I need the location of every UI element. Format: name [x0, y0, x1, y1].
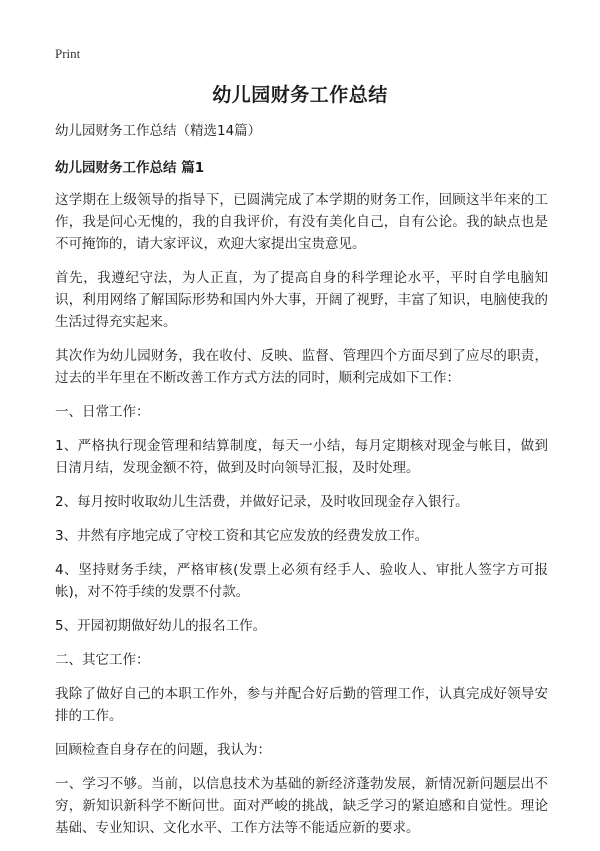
document-title: 幼儿园财务工作总结	[212, 84, 388, 106]
paragraph-item-1: 1、严格执行现金管理和结算制度，每天一小结，每月定期核对现金与帐目，做到日清月结，发现金额不符，做到及时向领导汇报，及时处理。	[55, 438, 548, 476]
document-content	[55, 120, 548, 851]
paragraph-review: 回顾检查自身存在的问题，我认为：	[55, 742, 271, 758]
document-subtitle: 幼儿园财务工作总结（精选14篇）	[55, 123, 262, 139]
print-link[interactable]: Print	[55, 46, 81, 61]
paragraph-item-2: 2、每月按时收取幼儿生活费，并做好记录，及时收回现金存入银行。	[55, 494, 469, 510]
section-heading: 幼儿园财务工作总结 篇1	[55, 160, 205, 176]
paragraph-issue-1: 一、学习不够。当前，以信息技术为基础的新经济蓬勃发展，新情况新问题层出不穷，新知识新科学不断问世。面对严峻的挑战，缺乏学习的紧迫感和自觉性。理论基础、专业知识、文化水平、工作方法等不能适应新的要求。	[55, 776, 548, 836]
paragraph-2: 首先，我遵纪守法，为人正直，为了提高自身的科学理论水平，平时自学电脑知识，利用网络了解国际形势和国内外大事，开阔了视野，丰富了知识，电脑使我的生活过得充实起来。	[55, 270, 548, 330]
paragraph-item-3: 3、井然有序地完成了守校工资和其它应发放的经费发放工作。	[55, 528, 429, 544]
paragraph-3: 其次作为幼儿园财务，我在收付、反映、监督、管理四个方面尽到了应尽的职责，过去的半年里在不断改善工作方式方法的同时，顺利完成如下工作：	[55, 348, 548, 386]
paragraph-heading-other-work: 二、其它工作：	[55, 652, 150, 668]
paragraph-item-5: 5、开园初期做好幼儿的报名工作。	[55, 618, 267, 634]
paragraph-1: 这学期在上级领导的指导下，已圆满完成了本学期的财务工作，回顾这半年来的工作，我是问心无愧的，我的自我评价，有没有美化自己，自有公论。我的缺点也是不可掩饰的，请大家评议，欢迎大家提出宝贵意见。	[55, 192, 548, 252]
paragraph-heading-daily-work: 一、日常工作：	[55, 404, 150, 420]
paragraph-item-4: 4、坚持财务手续，严格审核(发票上必须有经手人、验收人、审批人签字方可报帐)，对不符手续的发票不付款。	[55, 562, 548, 600]
paragraph-other-work: 我除了做好自己的本职工作外，参与并配合好后勤的管理工作，认真完成好领导安排的工作。	[55, 686, 548, 724]
